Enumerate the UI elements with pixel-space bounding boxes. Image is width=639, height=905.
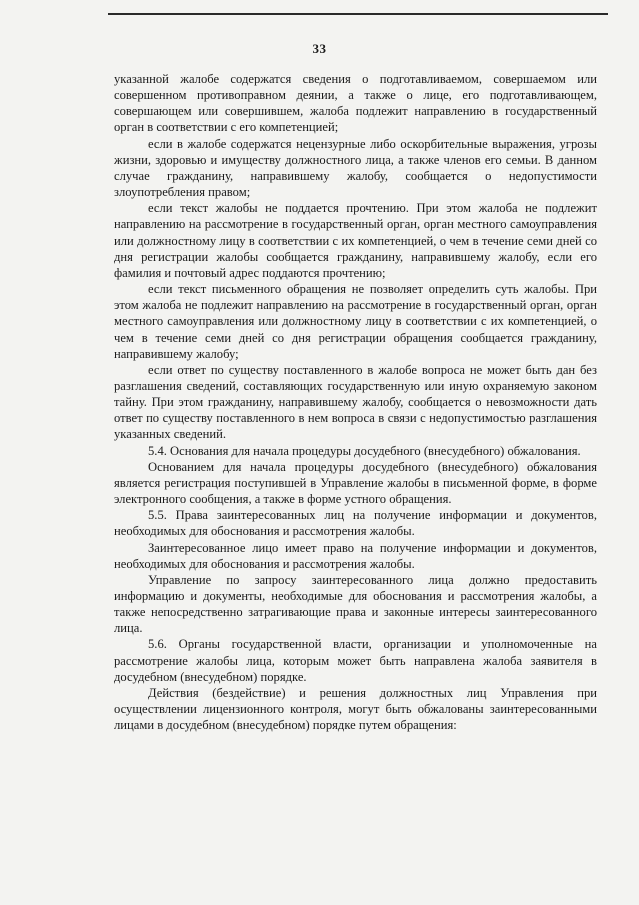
paragraph-undeterminable-essence: если текст письменного обращения не позволяет определить суть жалобы. При этом жалоба не подлежит направлению на рассмотрение в государственный орган, орган местного самоуправления или должностному лицу в соответствии с их компетенцией, о чем в течение семи дней со дня регистрации обращения сообщается гражданину, направившему жалобу; — [114, 282, 597, 361]
section-5-4-heading: 5.4. Основания для начала процедуры досудебного (внесудебного) обжалования. — [148, 443, 581, 458]
paragraph-appeal-grounds: Основанием для начала процедуры досудебного (внесудебного) обжалования является регистрация поступившей в Управление жалобы в письменной форме, в форме электронного сообщения, а также в форме устного обращения. — [114, 459, 597, 507]
paragraph-appeal-actions: Действия (бездействие) и решения должностных лиц Управления при осуществлении лицензионного контроля, могут быть обжалованы заинтересованными лицами в досудебном (внесудебном) порядке путем обращения: — [114, 685, 597, 733]
paragraph-unreadable-text: если текст жалобы не поддается прочтению. При этом жалоба не подлежит направлению на рассмотрение в государственный орган, орган местного самоуправления или должностному лицу в соответствии с их компетенцией, о чем в течение семи дней со дня регистрации жалобы сообщается гражданину, направившему жалобу, если его фамилия и почтовый адрес поддаются прочтению; — [114, 201, 597, 280]
top-border-line — [108, 13, 608, 15]
paragraph-department-obligation: Управление по запросу заинтересованного лица должно предоставить информацию и документы, необходимые для обоснования и рассмотрения жалобы, а также непосредственно затрагивающие права и законные интересы заинтересованного лица. — [114, 572, 597, 636]
paragraph-right-to-information: Заинтересованное лицо имеет право на получение информации и документов, необходимых для обоснования и рассмотрения жалобы. — [114, 540, 597, 571]
section-5-5-heading: 5.5. Права заинтересованных лиц на получение информации и документов, необходимых для обоснования и рассмотрения жалобы. — [114, 508, 597, 539]
paragraph-continuation: указанной жалобе содержатся сведения о подготавливаемом, совершаемом или совершенном противоправном деянии, а также о лице, его подготавливающем, совершающем или совершившем, жалоба подлежит направлению в государственный орган в соответствии с его компетенцией; — [114, 72, 597, 135]
section-5-6-heading: 5.6. Органы государственной власти, организации и уполномоченные на рассмотрение жалобы лица, которым может быть направлена жалоба заявителя в досудебном (внесудебном) порядке. — [114, 637, 597, 684]
page-number: 33 — [312, 41, 327, 56]
paragraph-obscene-language: если в жалобе содержатся нецензурные либо оскорбительные выражения, угрозы жизни, здоровью и имуществу должностного лица, а также членов его семьи. В данном случае гражданину, направившему жалобу, сообщается о недопустимости злоупотребления правом; — [114, 136, 597, 200]
document-body — [114, 71, 597, 733]
paragraph-state-secret: если ответ по существу поставленного в жалобе вопроса не может быть дан без разглашения сведений, составляющих государственную или иную охраняемую законом тайну. При этом гражданину, направившему жалобу, сообщается о невозможности дать ответ по существу поставленного в нем вопроса в связи с недопустимостью разглашения указанных сведений. — [114, 362, 597, 442]
